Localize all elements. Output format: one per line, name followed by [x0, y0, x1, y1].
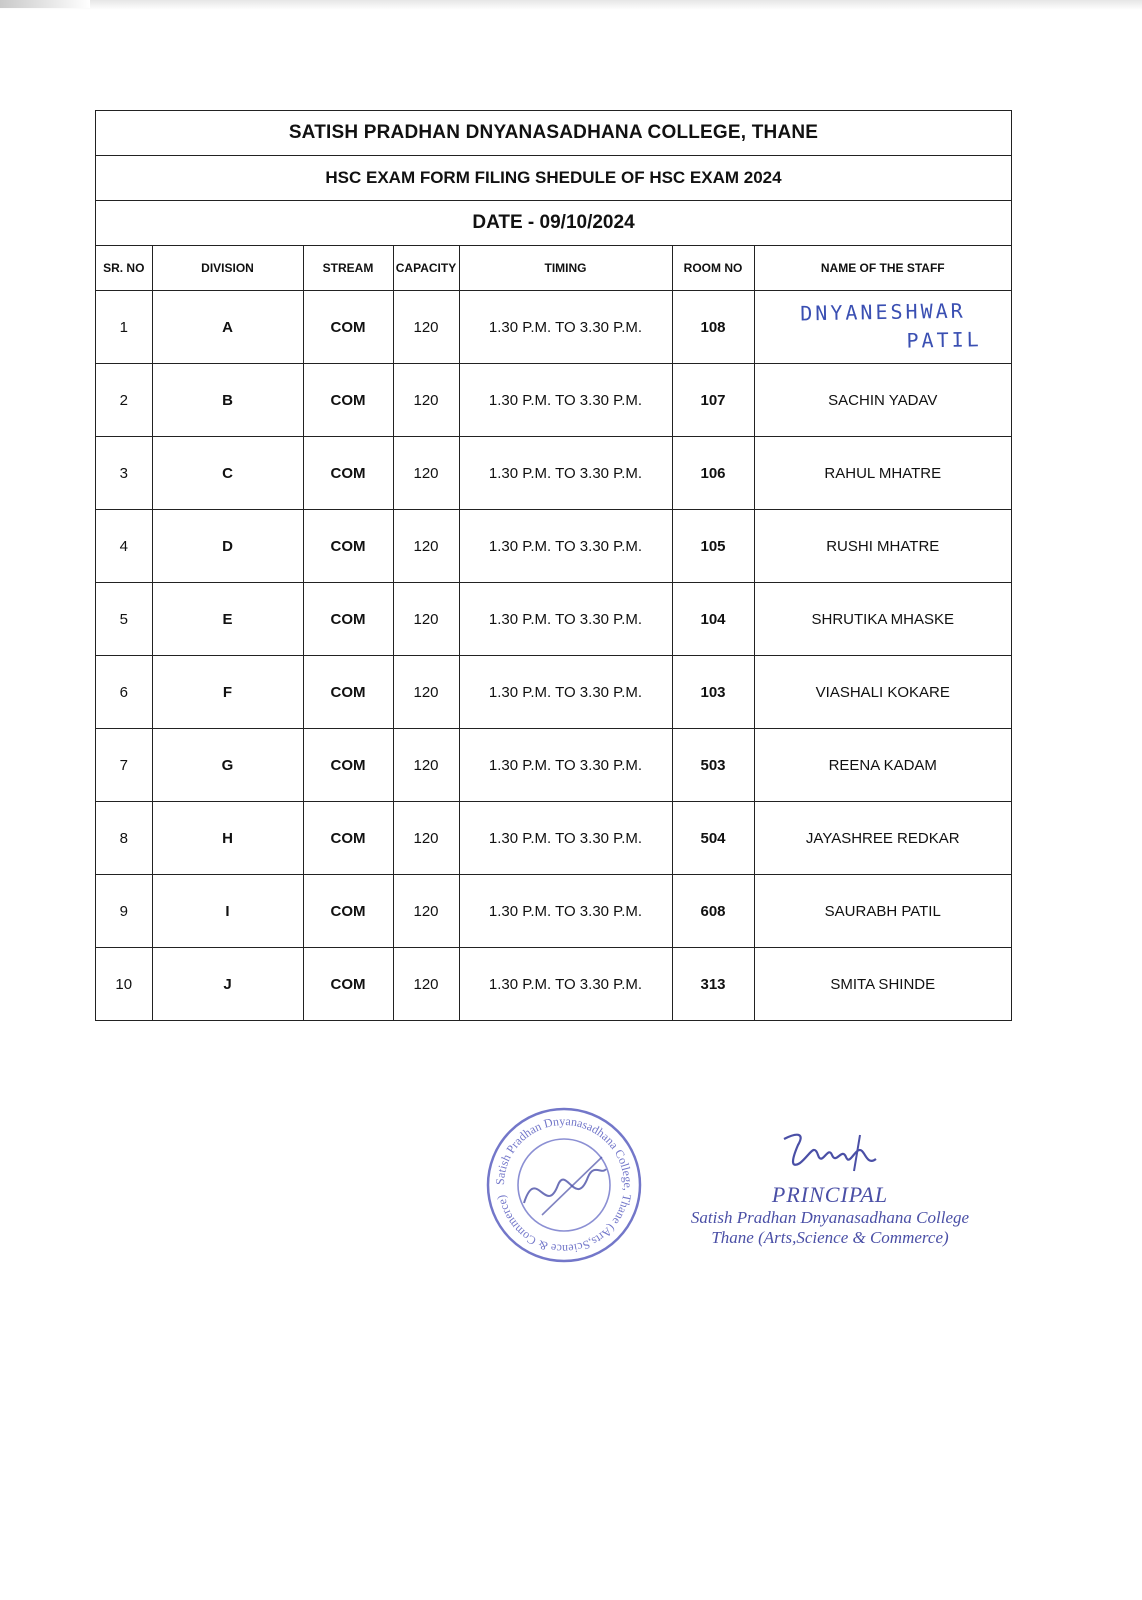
table-row: [96, 364, 1011, 437]
division-cell: F: [152, 656, 303, 729]
staff-cell: RUSHI MHATRE: [754, 510, 1011, 583]
header-staff-name: NAME OF THE STAFF: [754, 246, 1011, 291]
capacity-cell: 120: [393, 364, 459, 437]
stream-cell: COM: [303, 291, 393, 364]
division-cell: B: [152, 364, 303, 437]
sr-no-cell: 8: [96, 802, 152, 875]
seal-ring-text: Satish Pradhan Dnyanasadhana College, Thane (Arts,Science & Commerce): [492, 1113, 636, 1257]
timing-cell: 1.30 P.M. TO 3.30 P.M.: [459, 656, 672, 729]
sr-no-cell: 7: [96, 729, 152, 802]
sr-no-cell: 3: [96, 437, 152, 510]
table-row: [96, 656, 1011, 729]
header-sr-no: SR. NO: [96, 246, 152, 291]
table-row: [96, 802, 1011, 875]
capacity-cell: 120: [393, 291, 459, 364]
table-row: [96, 437, 1011, 510]
timing-cell: 1.30 P.M. TO 3.30 P.M.: [459, 802, 672, 875]
division-cell: G: [152, 729, 303, 802]
room-cell: 107: [672, 364, 754, 437]
stream-cell: COM: [303, 656, 393, 729]
sr-no-cell: 2: [96, 364, 152, 437]
stream-cell: COM: [303, 802, 393, 875]
stream-cell: COM: [303, 583, 393, 656]
staff-cell: RAHUL MHATRE: [754, 437, 1011, 510]
principal-place: Thane (Arts,Science & Commerce): [711, 1228, 949, 1247]
room-cell: 105: [672, 510, 754, 583]
timing-cell: 1.30 P.M. TO 3.30 P.M.: [459, 437, 672, 510]
staff-cell: REENA KADAM: [754, 729, 1011, 802]
sr-no-cell: 4: [96, 510, 152, 583]
handwritten-last-name: PATIL: [905, 327, 982, 353]
room-cell: 608: [672, 875, 754, 948]
stream-cell: COM: [303, 875, 393, 948]
table-row: [96, 875, 1011, 948]
handwritten-first-name: DNYANESHWAR: [799, 298, 966, 326]
room-cell: 313: [672, 948, 754, 1021]
table-header-row: [96, 246, 1011, 291]
staff-cell: SHRUTIKA MHASKE: [754, 583, 1011, 656]
timing-cell: 1.30 P.M. TO 3.30 P.M.: [459, 948, 672, 1021]
room-cell: 503: [672, 729, 754, 802]
timing-cell: 1.30 P.M. TO 3.30 P.M.: [459, 875, 672, 948]
staff-cell: SAURABH PATIL: [754, 875, 1011, 948]
division-cell: A: [152, 291, 303, 364]
table-row: [96, 583, 1011, 656]
staff-cell: SACHIN YADAV: [754, 364, 1011, 437]
handwritten-staff-name: [754, 296, 1011, 358]
staff-cell-handwritten: [754, 291, 1011, 364]
division-cell: D: [152, 510, 303, 583]
room-cell: 504: [672, 802, 754, 875]
room-cell: 108: [672, 291, 754, 364]
capacity-cell: 120: [393, 583, 459, 656]
capacity-cell: 120: [393, 729, 459, 802]
sr-no-cell: 1: [96, 291, 152, 364]
stream-cell: COM: [303, 510, 393, 583]
division-cell: J: [152, 948, 303, 1021]
room-cell: 104: [672, 583, 754, 656]
capacity-cell: 120: [393, 510, 459, 583]
division-cell: I: [152, 875, 303, 948]
principal-signature-block: [660, 1125, 1000, 1248]
sr-no-cell: 9: [96, 875, 152, 948]
timing-cell: 1.30 P.M. TO 3.30 P.M.: [459, 583, 672, 656]
schedule-title: HSC EXAM FORM FILING SHEDULE OF HSC EXAM 2024: [96, 156, 1011, 201]
timing-cell: 1.30 P.M. TO 3.30 P.M.: [459, 364, 672, 437]
header-division: DIVISION: [152, 246, 303, 291]
schedule-table: [96, 246, 1011, 1020]
seal-icon: [484, 1105, 644, 1265]
sr-no-cell: 6: [96, 656, 152, 729]
sr-no-cell: 10: [96, 948, 152, 1021]
principal-title: PRINCIPAL: [771, 1182, 889, 1207]
table-row: [96, 729, 1011, 802]
college-title: SATISH PRADHAN DNYANASADHANA COLLEGE, THANE: [96, 111, 1011, 156]
room-cell: 103: [672, 656, 754, 729]
division-cell: E: [152, 583, 303, 656]
timing-cell: 1.30 P.M. TO 3.30 P.M.: [459, 510, 672, 583]
stream-cell: COM: [303, 948, 393, 1021]
capacity-cell: 120: [393, 875, 459, 948]
table-row: [96, 291, 1011, 364]
sr-no-cell: 5: [96, 583, 152, 656]
table-row: [96, 948, 1011, 1021]
header-stream: STREAM: [303, 246, 393, 291]
division-cell: H: [152, 802, 303, 875]
staff-cell: VIASHALI KOKARE: [754, 656, 1011, 729]
capacity-cell: 120: [393, 437, 459, 510]
schedule-sheet: [95, 110, 1012, 1021]
staff-cell: SMITA SHINDE: [754, 948, 1011, 1021]
schedule-date: DATE - 09/10/2024: [96, 201, 1011, 246]
svg-text:Satish Pradhan Dnyanasadhana C: [493, 1114, 635, 1256]
scan-mark: [0, 0, 90, 8]
division-cell: C: [152, 437, 303, 510]
stream-cell: COM: [303, 364, 393, 437]
timing-cell: 1.30 P.M. TO 3.30 P.M.: [459, 729, 672, 802]
room-cell: 106: [672, 437, 754, 510]
header-capacity: CAPACITY: [393, 246, 459, 291]
table-row: [96, 510, 1011, 583]
stream-cell: COM: [303, 729, 393, 802]
timing-cell: 1.30 P.M. TO 3.30 P.M.: [459, 291, 672, 364]
header-room-no: ROOM NO: [672, 246, 754, 291]
capacity-cell: 120: [393, 802, 459, 875]
staff-cell: JAYASHREE REDKAR: [754, 802, 1011, 875]
principal-college: Satish Pradhan Dnyanasadhana College: [690, 1208, 970, 1227]
scan-edge: [0, 0, 1142, 10]
capacity-cell: 120: [393, 948, 459, 1021]
handwritten-signature: [770, 1125, 890, 1177]
header-timing: TIMING: [459, 246, 672, 291]
capacity-cell: 120: [393, 656, 459, 729]
stream-cell: COM: [303, 437, 393, 510]
college-seal-stamp: [484, 1105, 644, 1270]
